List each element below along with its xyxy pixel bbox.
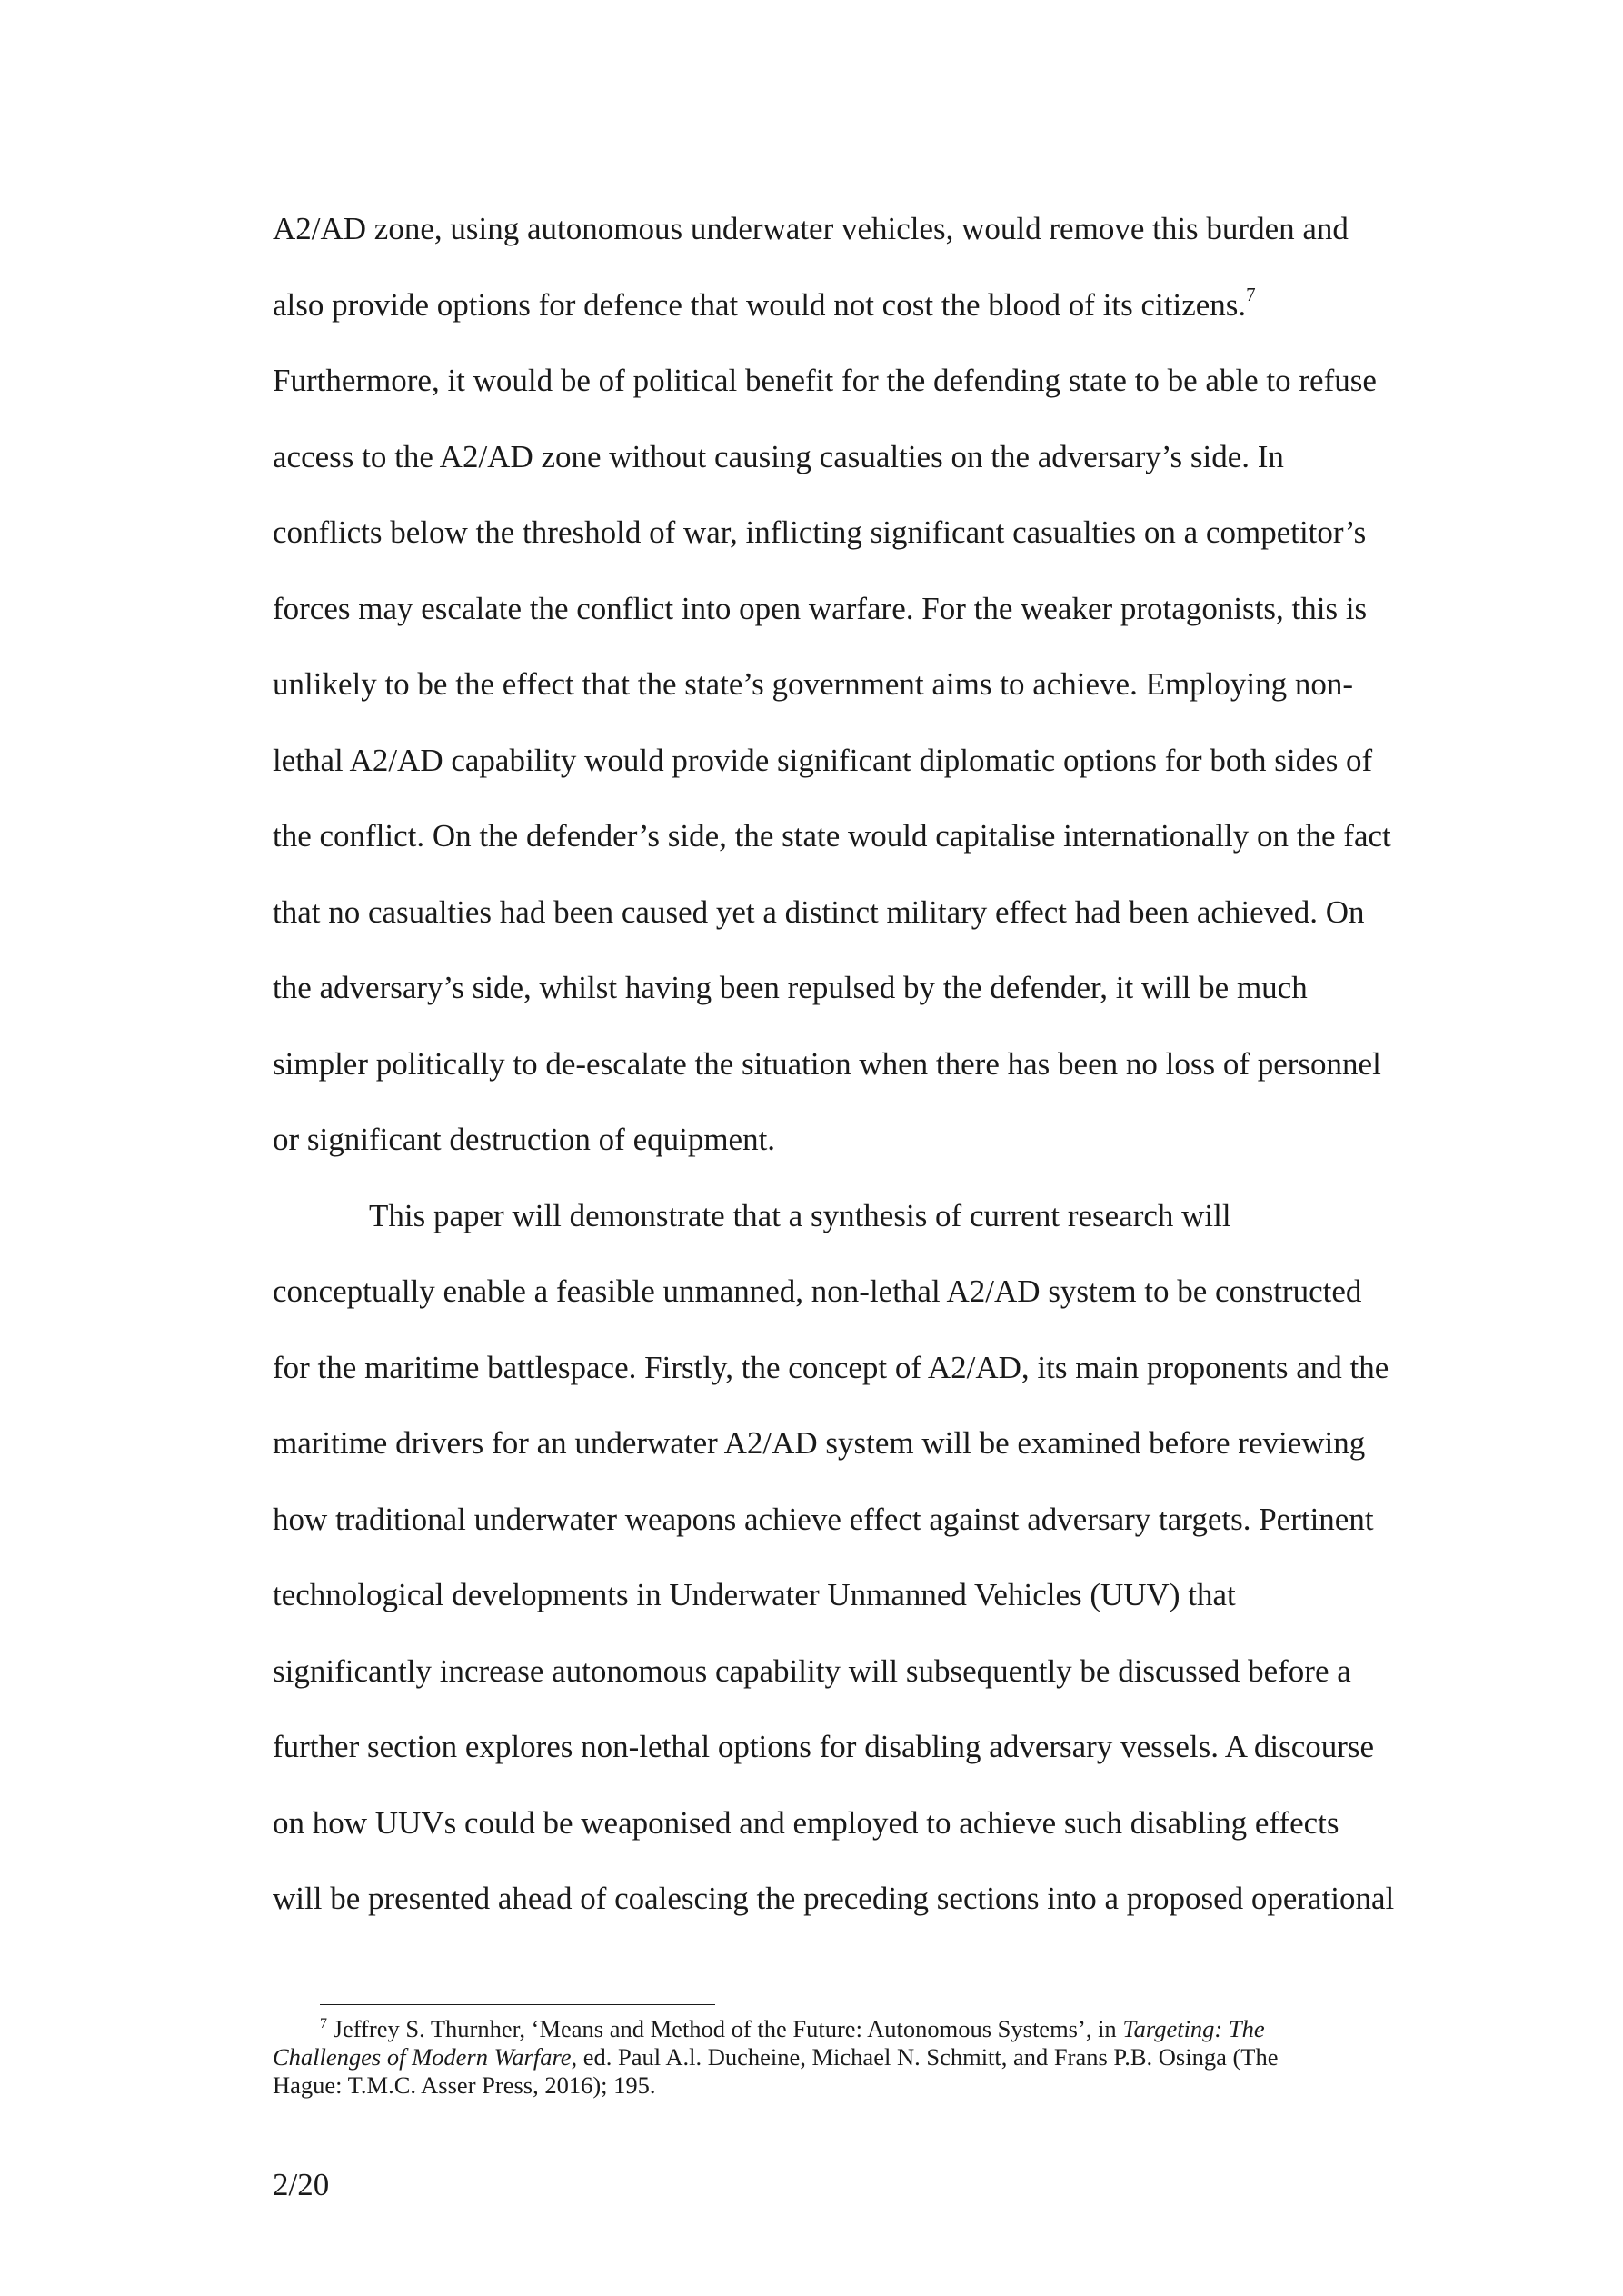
footnote-separator: [320, 2004, 715, 2005]
body-line: lethal A2/AD capability would provide significant diplomatic options for both sides of: [273, 742, 1373, 778]
body-line: conflicts below the threshold of war, inflicting significant casualties on a competitor’s: [273, 514, 1367, 550]
footnote-text: , ed. Paul A.l. Ducheine, Michael N. Schmitt, and Frans P.B. Osinga (The: [571, 2043, 1279, 2071]
body-line: unlikely to be the effect that the state’s government aims to achieve. Employing non-: [273, 666, 1354, 702]
body-line: or significant destruction of equipment.: [273, 1122, 776, 1157]
body-line: further section explores non-lethal options for disabling adversary vessels. A discourse: [273, 1729, 1375, 1764]
body-line: [273, 267, 1445, 344]
footnote-number: 7: [320, 2016, 327, 2031]
body-line: how traditional underwater weapons achieve effect against adversary targets. Pertinent: [273, 1501, 1374, 1537]
body-line: for the maritime battlespace. Firstly, the concept of A2/AD, its main proponents and the: [273, 1349, 1389, 1385]
body-line: technological developments in Underwater Unmanned Vehicles (UUV) that: [273, 1577, 1236, 1612]
body-line: the conflict. On the defender’s side, the state would capitalise internationally on the fact: [273, 818, 1391, 854]
footnote-book-title: Challenges of Modern Warfare: [273, 2043, 572, 2071]
footnote-book-title: Targeting: The: [1122, 2015, 1265, 2042]
paragraph-first-line: This paper will demonstrate that a synthesis of current research will: [369, 1197, 1231, 1233]
footnote-text: Jeffrey S. Thurnher, ‘Means and Method of the Future: Autonomous Systems’, in: [333, 2015, 1123, 2042]
body-text: [273, 191, 1445, 1937]
body-line: simpler politically to de-escalate the situation when there has been no loss of personnel: [273, 1045, 1381, 1082]
body-line: A2/AD zone, using autonomous underwater vehicles, would remove this burden and: [273, 211, 1349, 246]
body-line: maritime drivers for an underwater A2/AD system will be examined before reviewing: [273, 1425, 1366, 1461]
page-number: 2/20: [273, 2167, 330, 2202]
body-line: significantly increase autonomous capability will subsequently be discussed before a: [273, 1652, 1351, 1689]
body-line-text: also provide options for defence that would not cost the blood of its citizens.: [273, 286, 1247, 323]
footnote-line: Hague: T.M.C. Asser Press, 2016); 195.: [273, 2071, 656, 2099]
body-line: access to the A2/AD zone without causing casualties on the adversary’s side. In: [273, 438, 1284, 474]
footnote: [273, 2015, 1454, 2100]
body-line: conceptually enable a feasible unmanned, non-lethal A2/AD system to be constructed: [273, 1273, 1362, 1309]
body-line: the adversary’s side, whilst having been repulsed by the defender, it will be much: [273, 970, 1308, 1005]
body-line: forces may escalate the conflict into open warfare. For the weaker protagonists, this is: [273, 590, 1368, 626]
footnote-reference[interactable]: 7: [1246, 283, 1256, 305]
footnote-line: [273, 2043, 1454, 2071]
body-line: on how UUVs could be weaponised and employed to achieve such disabling effects: [273, 1804, 1339, 1841]
body-line: will be presented ahead of coalescing the preceding sections into a proposed operational: [273, 1881, 1395, 1916]
body-line: Furthermore, it would be of political benefit for the defending state to be able to refuse: [273, 363, 1377, 398]
footnote-line: [273, 2015, 1454, 2043]
body-line: that no casualties had been caused yet a distinct military effect had been achieved. On: [273, 893, 1365, 930]
